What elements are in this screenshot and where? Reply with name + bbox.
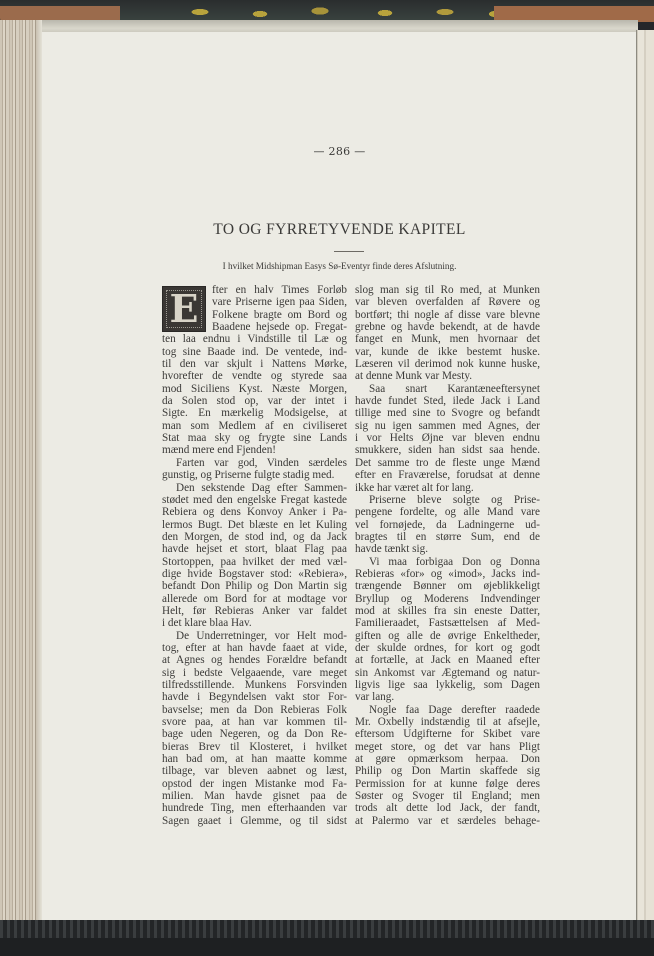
text-line: mænd mere end Fjenden! [162,444,277,457]
text-line: da Solen stod op, var der intet i [162,395,347,408]
text-line: svore paa, at han var kommen til- [162,716,347,729]
book-bottom-cover [0,920,654,956]
text-line: havde hejset et stort, blaat Flag paa [162,543,347,556]
text-line: Sagen gaaet i Glemme, og til sidst [162,814,347,827]
text-line: havde fundet Sted, ilede Jack i Land [355,395,540,408]
text-line: meget store, og det var hans Pligt [355,740,540,753]
text-line: Farten var god, Vinden særdeles [176,456,347,469]
text-line: sig i bedste Velgaaende, vare meget [162,666,347,679]
text-line: tilfredsstillende. Munkens Forsvinden [162,679,347,691]
page-stack-left [0,20,42,920]
text-line: mod Siciliens Kyst. Næste Morgen, [162,382,347,395]
chapter-title: TO OG FYRRETYVENDE KAPITEL [213,221,466,238]
text-line: tilbage, var bleven aabnet og læst, [162,765,347,778]
text-line: sin Ankomst var Ægtemand og natur- [355,666,540,679]
text-line: De Underretninger, vor Helt mod- [176,629,347,642]
text-line: lermos Bugt. Det blæste en let Kuling [162,518,347,531]
text-line: grebne og havde bekendt, at de havde [355,321,540,334]
text-line: tillige med sine to Svogre og befandt [355,407,540,420]
text-line: trods alt dette lod Jack, der fandt, [355,802,540,815]
text-line: Saa snart Karantæneeftersynet [369,382,540,395]
text-line: Vi maa forbigaa Don og Donna [369,555,540,568]
page-gutter-right [636,30,654,920]
text-line: bage uden Negeren, og da Don Re- [162,728,347,741]
text-line: Søster og Svoger til England; men [355,790,540,803]
text-line: Sigte. En mærkelig Modsigelse, at [162,407,347,420]
text-line: bieras Brev til Klosteret, i hvilket [162,740,347,753]
text-line: ligvis lige saa lykkelig, som Dagen [355,679,540,691]
text-line: Rebiera og dens Konvoy Anker i Pa- [162,506,347,519]
text-line: allerede om Bord for at modtage vor [162,592,347,605]
text-line: ten laa endnu i Vindstille til Læ og [162,333,347,346]
text-line: befandt Don Philip og Don Martin sig [162,580,347,593]
text-line: fanget en Munk, men hvornaar det [355,333,540,346]
text-line: dige hvide Bogstaver stod: «Rebiera», [162,567,347,580]
text-line: Baadene hejsede op. Fregat- [212,321,347,334]
text-line: var bleven overfalden af Røvere og [355,296,540,309]
text-line: var lang. [355,691,395,704]
text-line: mod at skilles fra sin eneste Datter, [355,604,540,617]
text-line: Det samme tro de fleste unge Mænd [355,456,540,469]
text-line: Helt, før Rebieras Anker var faldet [162,604,347,617]
text-line: tog, efter at han havde faaet at vide, [162,641,347,654]
title-divider [334,251,364,252]
text-line: Permission for at kunne følge deres [355,777,540,790]
text-line: at gøre opmærksom herpaa. Don [355,753,540,766]
text-line: til den var skjult i Nattens Mørke, [162,358,347,371]
text-line: Folkene bragte om Bord og [212,308,347,321]
text-line: slog man sig til Ro med, at Munken [355,284,540,296]
book-top-binding [0,0,654,22]
text-line: bavselse; men da Don Rebieras Folk [162,703,347,716]
text-line: at fortælle, at Jack en Maaned efter [355,654,540,667]
text-line: fter en halv Times Forløb [212,284,347,296]
text-line: gunstig, og Priserne fulgte stadig med. [162,469,335,482]
chapter-subtitle: I hvilket Midshipman Easys Sø-Eventyr finde deres Afslutning. [222,261,457,271]
text-line: eftersom Udgifterne for Skibet vare [355,728,540,741]
text-line: i vor Helts Øjne var bleven endnu [355,432,540,445]
text-line: opstod der ingen Mistanke mod Fa- [162,777,347,790]
text-line: bragtes til en større Sum, end de [355,530,540,543]
text-line: Stat maa sky og frygte sine Lands [162,432,347,445]
text-line: pengene fordelte, og alle Mand vare [355,506,540,519]
text-line: hvorefter de vendte og styrede saa [162,370,347,383]
text-line: smukkere, siden han sidst saa hende. [355,444,540,457]
text-line: den Morgen, de stod ind, og da Jack [162,530,347,543]
right-column-lines [355,284,540,827]
text-line: tog sine Baade ind. De ventede, ind- [162,345,347,358]
text-line: efter en Fraværelse, forudsat at denne [355,469,540,482]
page-number: — 286 — [313,145,366,158]
text-line: at Agnes og hendes Forældre befandt [162,654,347,667]
text-column-left [162,284,347,827]
text-line: trængende Bønner om øjeblikkeligt [355,580,540,593]
book-page [42,32,637,920]
text-line: vare Priserne igen paa Siden, [212,296,347,309]
text-line: sig nu igen sammen med Agnes, der [355,419,540,432]
text-line: i det klare blaa Hav. [162,617,252,630]
text-line: Stortoppen, paa hvilket der med væl- [162,555,347,568]
text-line: han bad om, at han maatte komme [162,753,347,766]
text-line: Priserne bleve solgte og Prise- [369,493,540,506]
text-line: Bryllup og Moderens Indvendinger [355,592,540,605]
text-line: Familieraadet, Fastsættelsen af Med- [355,617,540,630]
text-line: at denne Munk var Mesty. [355,370,473,383]
text-line: Læseren vil derimod nok kunne huske, [355,358,540,371]
text-line: milien. Man havde gisnet paa de [162,790,347,803]
text-line: der skulde ordnes, for kort og godt [355,641,540,654]
text-line: stødet med den engelske Fregat kastede [162,493,347,506]
text-line: Philip og Don Martin skaffede sig [355,765,540,778]
text-line: giften og alle de øvrige Enkeltheder, [355,629,540,642]
text-line: hundrede Ting, men efterhaanden var [162,802,347,815]
text-line: havde i Begyndelsen vakt stor For- [162,691,347,704]
text-line: bortført; thi nogle af disse vare blevne [355,308,540,321]
text-line: Nogle faa Dage derefter raadede [369,703,540,716]
text-line: havde tænkt sig. [355,543,429,556]
text-line: vel fornøjede, da Ladningerne ud- [355,518,540,531]
text-line: ikke har været alt for lang. [355,481,474,494]
text-line: Mr. Oxbelly indstændig til at afsejle, [355,716,540,729]
text-line: man som Medlem af en civiliseret [162,419,347,432]
text-line: at Palermo var et særdeles behage- [355,814,540,827]
text-line: Den sekstende Dag efter Sammen- [176,481,347,494]
left-column-lines [162,284,347,827]
drop-cap-ornament [162,286,206,332]
text-line: Rebieras «for» og «imod», Jacks ind- [355,567,540,580]
text-column-right [355,284,540,827]
text-line: var, kunde de ikke bestemt huske. [355,345,540,358]
drop-cap-letter: E [169,286,199,331]
